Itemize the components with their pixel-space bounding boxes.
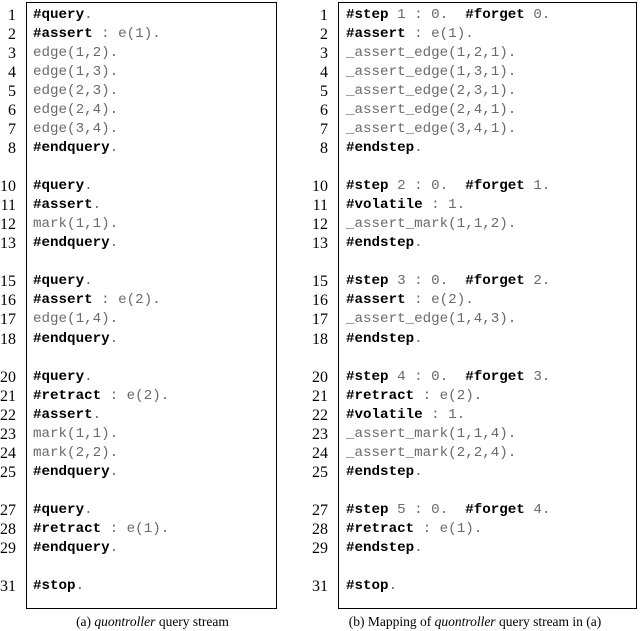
- line-number: 27: [312, 501, 328, 519]
- line-number: 28: [312, 520, 328, 538]
- code-text: [33, 196, 101, 215]
- code-text: [33, 101, 118, 120]
- code-argument: .: [84, 178, 93, 195]
- directive-keyword: #forget: [465, 273, 525, 290]
- line-number: 7: [320, 121, 328, 139]
- figure-caption-a: [20, 614, 285, 630]
- code-text: [346, 101, 516, 120]
- line-number: 22: [0, 406, 16, 424]
- code-argument: 3 : 0.: [388, 273, 466, 290]
- line-number: 7: [8, 121, 16, 139]
- code-text: [33, 291, 161, 310]
- code-argument: : e(2).: [101, 387, 170, 404]
- code-text: [346, 330, 423, 349]
- line-number: 25: [0, 463, 16, 481]
- directive-keyword: #forget: [465, 178, 525, 195]
- code-text: [33, 330, 118, 349]
- code-text: [33, 82, 118, 101]
- code-argument: mark(1,1).: [33, 425, 119, 442]
- directive-keyword: #query: [33, 501, 85, 518]
- code-text: [346, 215, 516, 234]
- line-number: 8: [320, 140, 328, 158]
- code-text: [346, 234, 423, 253]
- code-text: [346, 196, 465, 215]
- code-argument: _assert_mark(1,1,4).: [346, 425, 517, 442]
- line-number: 2: [8, 26, 16, 44]
- code-argument: .: [84, 7, 93, 23]
- code-argument: 3.: [524, 368, 551, 385]
- directive-keyword: #forget: [465, 501, 525, 518]
- code-argument: : e(2).: [92, 292, 161, 309]
- line-number: 4: [8, 64, 16, 82]
- code-text: [346, 406, 465, 425]
- directive-keyword: #endstep: [346, 235, 415, 252]
- directive-keyword: #query: [33, 368, 85, 385]
- line-number: 8: [8, 140, 16, 158]
- directive-keyword: #volatile: [346, 197, 423, 214]
- code-argument: .: [109, 235, 119, 252]
- line-number: 29: [312, 539, 328, 557]
- code-argument: .: [414, 463, 423, 480]
- code-argument: edge(1,2).: [33, 45, 119, 62]
- caption-emphasis: quontroller: [94, 614, 156, 629]
- directive-keyword: #step: [346, 273, 389, 290]
- code-argument: edge(1,4).: [33, 311, 119, 328]
- code-text: [346, 463, 423, 482]
- code-text: [33, 520, 169, 539]
- code-text: [346, 82, 516, 101]
- code-text: [346, 387, 482, 406]
- code-text: [33, 44, 118, 63]
- code-argument: 1.: [524, 178, 551, 195]
- directive-keyword: #endquery: [33, 463, 110, 480]
- code-argument: 4.: [524, 501, 551, 518]
- code-argument: : 1.: [422, 197, 466, 214]
- code-text: [33, 501, 93, 520]
- code-argument: .: [414, 330, 423, 347]
- code-text: [33, 234, 118, 253]
- line-number: 11: [312, 197, 328, 215]
- code-text: [346, 177, 550, 196]
- code-text: [346, 6, 550, 25]
- line-number: 23: [0, 425, 16, 443]
- line-number: 17: [0, 311, 16, 329]
- directive-keyword: #retract: [33, 387, 102, 404]
- directive-keyword: #retract: [346, 520, 415, 537]
- code-text: [346, 577, 397, 596]
- line-number: 1: [8, 7, 16, 24]
- code-argument: : e(2).: [405, 292, 474, 309]
- line-number: 15: [312, 273, 328, 291]
- directive-keyword: #assert: [33, 197, 93, 214]
- directive-keyword: #forget: [465, 368, 525, 385]
- code-text: [346, 425, 516, 444]
- code-text: [346, 25, 474, 44]
- code-text: [346, 44, 516, 63]
- directive-keyword: #retract: [33, 520, 102, 537]
- line-number: 20: [0, 368, 16, 386]
- directive-keyword: #stop: [33, 577, 76, 594]
- code-text: [33, 425, 118, 444]
- code-argument: .: [414, 539, 423, 556]
- code-text: [346, 444, 516, 463]
- caption-text: query stream: [155, 614, 229, 629]
- directive-keyword: #step: [346, 368, 389, 385]
- code-argument: : e(1).: [414, 520, 483, 537]
- code-text: [33, 120, 118, 139]
- code-argument: _assert_edge(1,2,1).: [346, 45, 517, 62]
- line-number: 11: [0, 197, 16, 215]
- code-argument: : e(2).: [414, 387, 483, 404]
- line-number: 4: [320, 64, 328, 82]
- code-text: [33, 444, 118, 463]
- directive-keyword: #step: [346, 501, 389, 518]
- code-argument: edge(2,4).: [33, 102, 119, 119]
- code-argument: .: [414, 235, 423, 252]
- code-argument: edge(1,3).: [33, 64, 119, 81]
- directive-keyword: #endstep: [346, 463, 415, 480]
- code-text: [346, 139, 423, 158]
- code-text: [33, 177, 93, 196]
- code-argument: .: [109, 539, 119, 556]
- code-argument: 2 : 0.: [388, 178, 466, 195]
- directive-keyword: #endstep: [346, 539, 415, 556]
- figure-caption-b: [310, 614, 640, 630]
- line-number: 13: [0, 235, 16, 253]
- code-argument: mark(2,2).: [33, 444, 119, 461]
- caption-text: query stream in (a): [495, 614, 602, 629]
- code-argument: .: [388, 577, 398, 594]
- code-text: [346, 272, 550, 291]
- line-number: 31: [312, 577, 328, 595]
- directive-keyword: #assert: [346, 292, 406, 309]
- line-number: 17: [312, 311, 328, 329]
- code-argument: .: [92, 406, 102, 423]
- code-argument: _assert_edge(1,4,3).: [346, 311, 517, 328]
- code-text: [346, 291, 474, 310]
- directive-keyword: #assert: [33, 26, 93, 43]
- code-text: [346, 310, 516, 329]
- caption-text: (b) Mapping of: [348, 614, 435, 629]
- line-number: 23: [312, 425, 328, 443]
- code-argument: 0.: [524, 7, 551, 23]
- line-number: 21: [312, 387, 328, 405]
- code-text: [346, 520, 482, 539]
- directive-keyword: #step: [346, 7, 389, 23]
- code-argument: : e(1).: [101, 520, 170, 537]
- code-text: [346, 63, 516, 82]
- directive-keyword: #query: [33, 273, 85, 290]
- line-number: 2: [320, 26, 328, 44]
- directive-keyword: #assert: [33, 406, 93, 423]
- code-argument: .: [109, 463, 119, 480]
- code-argument: _assert_edge(3,4,1).: [346, 121, 517, 138]
- line-number: 28: [0, 520, 16, 538]
- code-argument: .: [109, 140, 119, 157]
- line-number: 15: [0, 273, 16, 291]
- code-argument: edge(3,4).: [33, 121, 119, 138]
- code-argument: _assert_mark(1,1,2).: [346, 216, 517, 233]
- line-number: 31: [0, 577, 16, 595]
- code-argument: : e(1).: [405, 26, 474, 43]
- directive-keyword: #assert: [346, 26, 406, 43]
- line-number: 3: [320, 45, 328, 63]
- line-number: 24: [0, 444, 16, 462]
- code-text: [33, 63, 118, 82]
- code-argument: mark(1,1).: [33, 216, 119, 233]
- code-text: [33, 6, 93, 25]
- code-text: [33, 25, 161, 44]
- directive-keyword: #endquery: [33, 140, 110, 157]
- line-number: 16: [312, 292, 328, 310]
- line-number: 25: [312, 463, 328, 481]
- code-text: [33, 215, 118, 234]
- line-number: 27: [0, 501, 16, 519]
- code-argument: .: [92, 197, 102, 214]
- directive-keyword: #endstep: [346, 330, 415, 347]
- code-text: [346, 501, 550, 520]
- line-number: 1: [320, 7, 328, 24]
- code-argument: .: [109, 330, 119, 347]
- directive-keyword: #step: [346, 178, 389, 195]
- directive-keyword: #endstep: [346, 140, 415, 157]
- code-text: [33, 272, 93, 291]
- directive-keyword: #stop: [346, 577, 389, 594]
- line-number: 5: [320, 83, 328, 101]
- caption-text: (a): [76, 614, 95, 629]
- line-number: 10: [0, 178, 16, 196]
- line-number: 6: [320, 102, 328, 120]
- code-text: [33, 577, 84, 596]
- code-text: [33, 368, 93, 387]
- code-text: [33, 406, 101, 425]
- directive-keyword: #assert: [33, 292, 93, 309]
- directive-keyword: #endquery: [33, 539, 110, 556]
- line-number: 5: [8, 83, 16, 101]
- code-argument: : e(1).: [92, 26, 161, 43]
- line-number: 16: [0, 292, 16, 310]
- code-argument: .: [75, 577, 85, 594]
- line-number: 24: [312, 444, 328, 462]
- line-number: 12: [312, 216, 328, 234]
- code-argument: 1 : 0.: [388, 7, 466, 23]
- line-number: 3: [8, 45, 16, 63]
- code-argument: 2.: [524, 273, 551, 290]
- code-argument: : 1.: [422, 406, 466, 423]
- directive-keyword: #forget: [465, 7, 525, 23]
- directive-keyword: #retract: [346, 387, 415, 404]
- code-text: [346, 368, 550, 387]
- caption-emphasis: quontroller: [434, 614, 496, 629]
- code-text: [33, 387, 169, 406]
- code-text: [33, 463, 118, 482]
- directive-keyword: #query: [33, 178, 85, 195]
- line-number: 12: [0, 216, 16, 234]
- directive-keyword: #endquery: [33, 330, 110, 347]
- code-text: [346, 539, 423, 558]
- line-number: 6: [8, 102, 16, 120]
- code-argument: _assert_edge(2,4,1).: [346, 102, 517, 119]
- directive-keyword: #endquery: [33, 235, 110, 252]
- directive-keyword: #query: [33, 7, 85, 23]
- code-argument: .: [84, 501, 93, 518]
- code-argument: .: [414, 140, 423, 157]
- code-argument: 5 : 0.: [388, 501, 466, 518]
- code-text: [33, 139, 118, 158]
- line-number: 29: [0, 539, 16, 557]
- code-argument: 4 : 0.: [388, 368, 466, 385]
- code-argument: _assert_mark(2,2,4).: [346, 444, 517, 461]
- line-number: 13: [312, 235, 328, 253]
- directive-keyword: #volatile: [346, 406, 423, 423]
- code-argument: _assert_edge(1,3,1).: [346, 64, 517, 81]
- code-argument: .: [84, 368, 93, 385]
- line-number: 18: [0, 330, 16, 348]
- code-text: [346, 120, 516, 139]
- line-number: 18: [312, 330, 328, 348]
- code-argument: .: [84, 273, 93, 290]
- line-number: 20: [312, 368, 328, 386]
- code-argument: edge(2,3).: [33, 83, 119, 100]
- line-number: 21: [0, 387, 16, 405]
- code-text: [33, 539, 118, 558]
- line-number: 10: [312, 178, 328, 196]
- code-argument: _assert_edge(2,3,1).: [346, 83, 517, 100]
- line-number: 22: [312, 406, 328, 424]
- code-text: [33, 310, 118, 329]
